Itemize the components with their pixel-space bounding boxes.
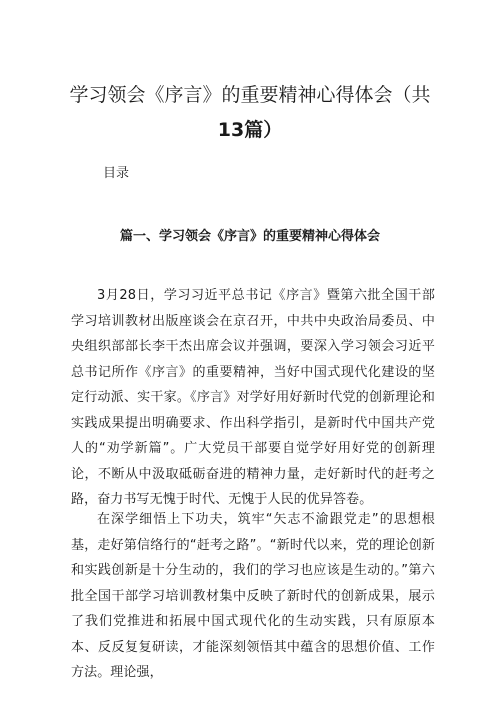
section-heading: 篇一、学习领会《序言》的重要精神心得体会 — [119, 229, 380, 244]
document-title-line-1: 学习领会《序言》的重要精神心得体会（共 — [69, 84, 431, 106]
body-paragraph-1: 3月28日，学习习近平总书记《序言》暨第六批全国干部学习培训教材出版座谈会在京召开，中共中央政治局委员、中央组织部部长李干杰出席会议并强调，要深入学习领会习近平总书记所作《序言》的重要精神，当好中国式现代化建设的坚定行动派、实干家。《序言》对学好用好新时代党的创新理论和实践成果提出明确要求、作出科学指引，是新时代中国共产党人的“劝学新篇”。广大党员干部要自觉学好用好党的创新理论，不断从中汲取砥砺奋进的精神力量，走好新时代的赶考之路，奋力书写无愧于时代、无愧于人民的优异答卷。 — [71, 288, 435, 507]
body-paragraph-2: 在深学细悟上下功夫，筑牢“矢志不渝跟党走”的思想根基，走好第信络行的“赶考之路”。“新时代以来，党的理论创新和实践创新是十分生动的，我们的学习也应该是生动的。”第六批全国干部学习培训教材集中反映了新时代的创新成果，展示了我们党推进和拓展中国式现代化的生动实践，只有原原本本、反反复复研读，才能深刻领悟其中蕴含的思想价值、工作方法。理论强， — [71, 512, 435, 680]
table-of-contents-label: 目录 — [103, 166, 130, 181]
document-title-line-2: 13篇） — [217, 119, 283, 141]
